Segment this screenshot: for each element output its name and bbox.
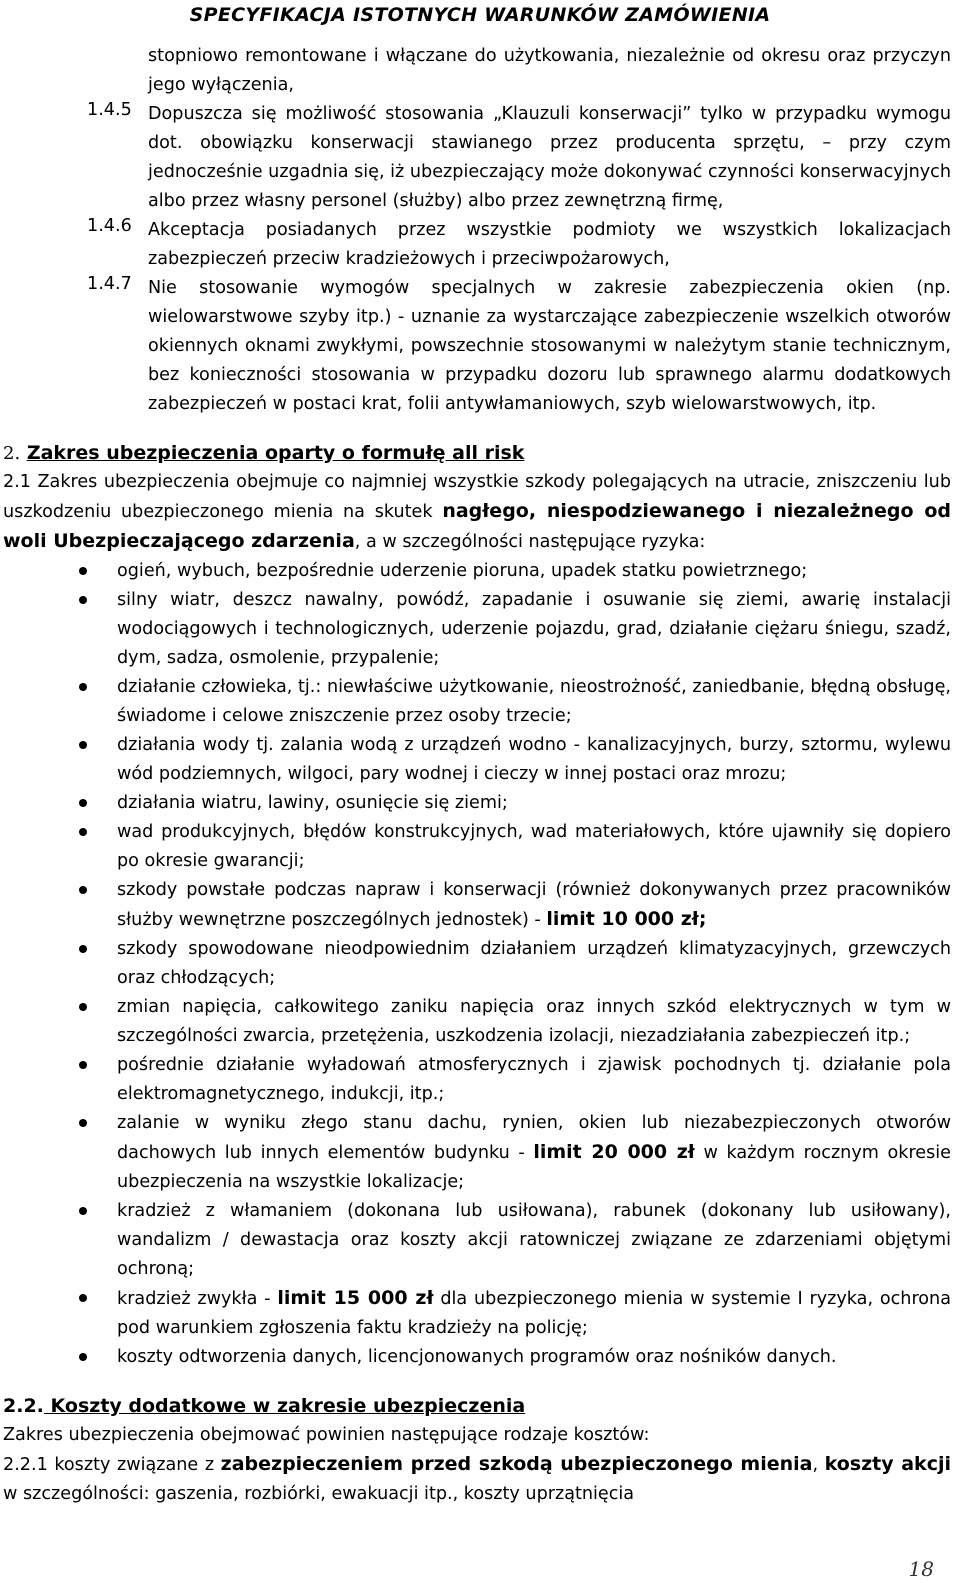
item-text: wad produkcyjnych, błędów konstrukcyjnych, wad materiałowych, które ujawniły się dopiero po okresie gwarancji; [117, 822, 951, 871]
bullet-icon [3, 1109, 117, 1197]
bullet-icon [3, 731, 117, 789]
list-item-text [117, 673, 951, 731]
bold-emphasis: koszty akcji [824, 1453, 951, 1475]
bullet-icon [3, 1284, 117, 1343]
list-item [3, 818, 951, 876]
section-number: 2.2. [3, 1395, 44, 1417]
paragraph-text: 2.1 Zakres ubezpieczenia obejmuje co najmniej wszystkie szkody polegających na utracie, zniszczeniu lub uszkodzeniu ubezpieczonego mienia na skutek [3, 472, 951, 522]
list-item-text [117, 1109, 951, 1197]
bullet-icon [3, 876, 117, 935]
list-item [3, 789, 951, 818]
item-text: działania wiatru, lawiny, osunięcie się ziemi; [117, 793, 508, 813]
paragraph-2-1 [3, 468, 951, 557]
list-item-text [117, 1284, 951, 1343]
list-item [3, 1343, 951, 1372]
list-item-text [117, 1343, 951, 1372]
item-text: Dopuszcza się możliwość stosowania „Klauzuli konserwacji” tylko w przypadku wymogu dot. obowiązku konserwacji stawianego przez producenta sprzętu, – przy czym jednocześnie uzgadnia się, iż ubezpieczający może dokonywać czynności konserwacyjnych albo przez własny personel (służby) albo przez zewnętrzną firmę, [148, 104, 951, 211]
item-text: kradzież zwykła - [117, 1289, 278, 1309]
list-item [3, 993, 951, 1051]
paragraph-1-4-4-continuation: stopniowo remontowane i włączane do użytkowania, niezależnie od okresu oraz przyczyn jego wyłączenia, [148, 46, 951, 95]
bullet-icon [3, 993, 117, 1051]
list-item-text [117, 818, 951, 876]
item-text: zalanie w wyniku złego stanu dachu, rynien, okien lub niezabezpieczonych otworów dachowych lub innych elementów budynku - [117, 1113, 951, 1163]
item-1-4-7 [87, 274, 951, 419]
list-item [3, 1051, 951, 1109]
risk-list [3, 557, 951, 1372]
item-text: dla ubezpieczonego mienia w systemie I ryzyka, ochrona pod warunkiem zgłoszenia faktu kradzieży na policję; [117, 1289, 951, 1338]
item-text: ogień, wybuch, bezpośrednie uderzenie pioruna, upadek statku powietrznego; [117, 561, 808, 581]
item-number: 1.4.7 [87, 274, 132, 294]
item-1-4-5 [87, 100, 951, 216]
item-text: szkody powstałe podczas napraw i konserwacji (również dokonywanych przez pracowników służby wewnętrzne poszczególnych jednostek) - [117, 880, 951, 930]
list-item [3, 876, 951, 935]
list-item-text [117, 789, 951, 818]
limit-emphasis: limit 10 000 zł; [546, 908, 707, 930]
paragraph-text: w szczególności: gaszenia, rozbiórki, ewakuacji itp., koszty uprzątnięcia [3, 1484, 635, 1504]
list-item [3, 1109, 951, 1197]
bullet-icon [3, 789, 117, 818]
bullet-icon [3, 935, 117, 993]
bullet-icon [3, 818, 117, 876]
item-number: 1.4.5 [87, 100, 132, 120]
list-item [3, 731, 951, 789]
list-item [3, 673, 951, 731]
document-body [3, 42, 951, 1509]
section-number: 2. [3, 443, 21, 464]
item-number: 1.4.6 [87, 216, 132, 236]
limit-emphasis: limit 15 000 zł [277, 1287, 434, 1309]
bullet-icon [3, 1343, 117, 1372]
paragraph-text: , a w szczególności następujące ryzyka: [354, 532, 706, 552]
bullet-icon [3, 1051, 117, 1109]
limit-emphasis: limit 20 000 zł [533, 1141, 695, 1163]
list-item [3, 1197, 951, 1284]
list-item-text [117, 731, 951, 789]
list-item-text [117, 1051, 951, 1109]
bullet-icon [3, 586, 117, 673]
list-item [3, 586, 951, 673]
bullet-icon [3, 673, 117, 731]
list-item-text [117, 557, 951, 586]
item-text: w każdym rocznym okresie ubezpieczenia na wszystkie lokalizacje; [117, 1143, 951, 1192]
item-text: pośrednie działanie wyładowań atmosferycznych i zjawisk pochodnych tj. działanie pola elektromagnetycznego, indukcji, itp.; [117, 1055, 951, 1104]
section-2-2-intro: Zakres ubezpieczenia obejmować powinien następujące rodzaje kosztów: [3, 1425, 650, 1445]
bullet-icon [3, 557, 117, 586]
section-2-heading [3, 439, 951, 468]
list-item-text [117, 935, 951, 993]
item-text: działanie człowieka, tj.: niewłaściwe użytkowanie, nieostrożność, zaniedbanie, błędną obsługę, świadome i celowe zniszczenie przez osoby trzecie; [117, 677, 951, 726]
list-item-text [117, 1197, 951, 1284]
paragraph-2-2-1 [3, 1450, 951, 1509]
bold-emphasis: zabezpieczeniem przed szkodą ubezpieczonego mienia [220, 1453, 813, 1475]
list-item-text [117, 993, 951, 1051]
item-text: szkody spowodowane nieodpowiednim działaniem urządzeń klimatyzacyjnych, grzewczych oraz chłodzących; [117, 939, 951, 988]
bold-emphasis: nagłego, niespodziewanego i niezależnego od woli Ubezpieczającego zdarzenia [3, 500, 951, 552]
item-text: Akceptacja posiadanych przez wszystkie podmioty we wszystkich lokalizacjach zabezpieczeń przeciw kradzieżowych i przeciwpożarowych, [148, 220, 951, 269]
item-1-4-6 [87, 216, 951, 274]
item-text: Nie stosowanie wymogów specjalnych w zakresie zabezpieczenia okien (np. wielowarstwowe szyby itp.) - uznanie za wystarczające zabezpieczenie wszelkich otworów okiennych oknami zwykłymi, powszechnie stosowanymi w należytym stanie technicznym, bez konieczności stosowania w przypadku dozoru lub sprawnego alarmu dodatkowych zabezpieczeń w postaci krat, folii antywłamaniowych, szyb wielowarstwowych, itp. [148, 278, 951, 414]
item-text: kradzież z włamaniem (dokonana lub usiłowana), rabunek (dokonany lub usiłowany), wandalizm / dewastacja oraz koszty akcji ratowniczej związane ze zdarzeniami objętymi ochroną; [117, 1201, 951, 1279]
item-text: działania wody tj. zalania wodą z urządzeń wodno - kanalizacyjnych, burzy, sztormu, wylewu wód podziemnych, wilgoci, pary wodnej i cieczy w innej postaci oraz mrozu; [117, 735, 951, 784]
list-item-text [117, 586, 951, 673]
paragraph-text: 2.2.1 koszty związane z [3, 1455, 221, 1475]
bullet-icon [3, 1197, 117, 1284]
page-header-title: SPECYFIKACJA ISTOTNYCH WARUNKÓW ZAMÓWIENIA [189, 4, 771, 26]
section-title: Koszty dodatkowe w zakresie ubezpieczenia [43, 1395, 526, 1417]
item-text: silny wiatr, deszcz nawalny, powódź, zapadanie i osuwanie się ziemi, awarię instalacji wodociągowych i technologicznych, uderzenie pojazdu, grad, działanie ciężaru śniegu, szadź, dym, sadza, osmolenie, przypalenie; [117, 590, 951, 668]
page-number: 18 [908, 1557, 934, 1581]
list-item-text [117, 876, 951, 935]
list-item [3, 1284, 951, 1343]
section-2-2-heading [3, 1392, 951, 1421]
item-text: zmian napięcia, całkowitego zaniku napięcia oraz innych szkód elektrycznych w tym w szczególności zwarcia, przetężenia, uszkodzenia izolacji, niezadziałania zabezpieczeń itp.; [117, 997, 951, 1046]
list-item [3, 557, 951, 586]
section-title: Zakres ubezpieczenia oparty o formułę all risk [26, 442, 525, 464]
item-text: koszty odtworzenia danych, licencjonowanych programów oraz nośników danych. [117, 1347, 837, 1367]
paragraph-text: , [812, 1455, 825, 1475]
list-item [3, 935, 951, 993]
